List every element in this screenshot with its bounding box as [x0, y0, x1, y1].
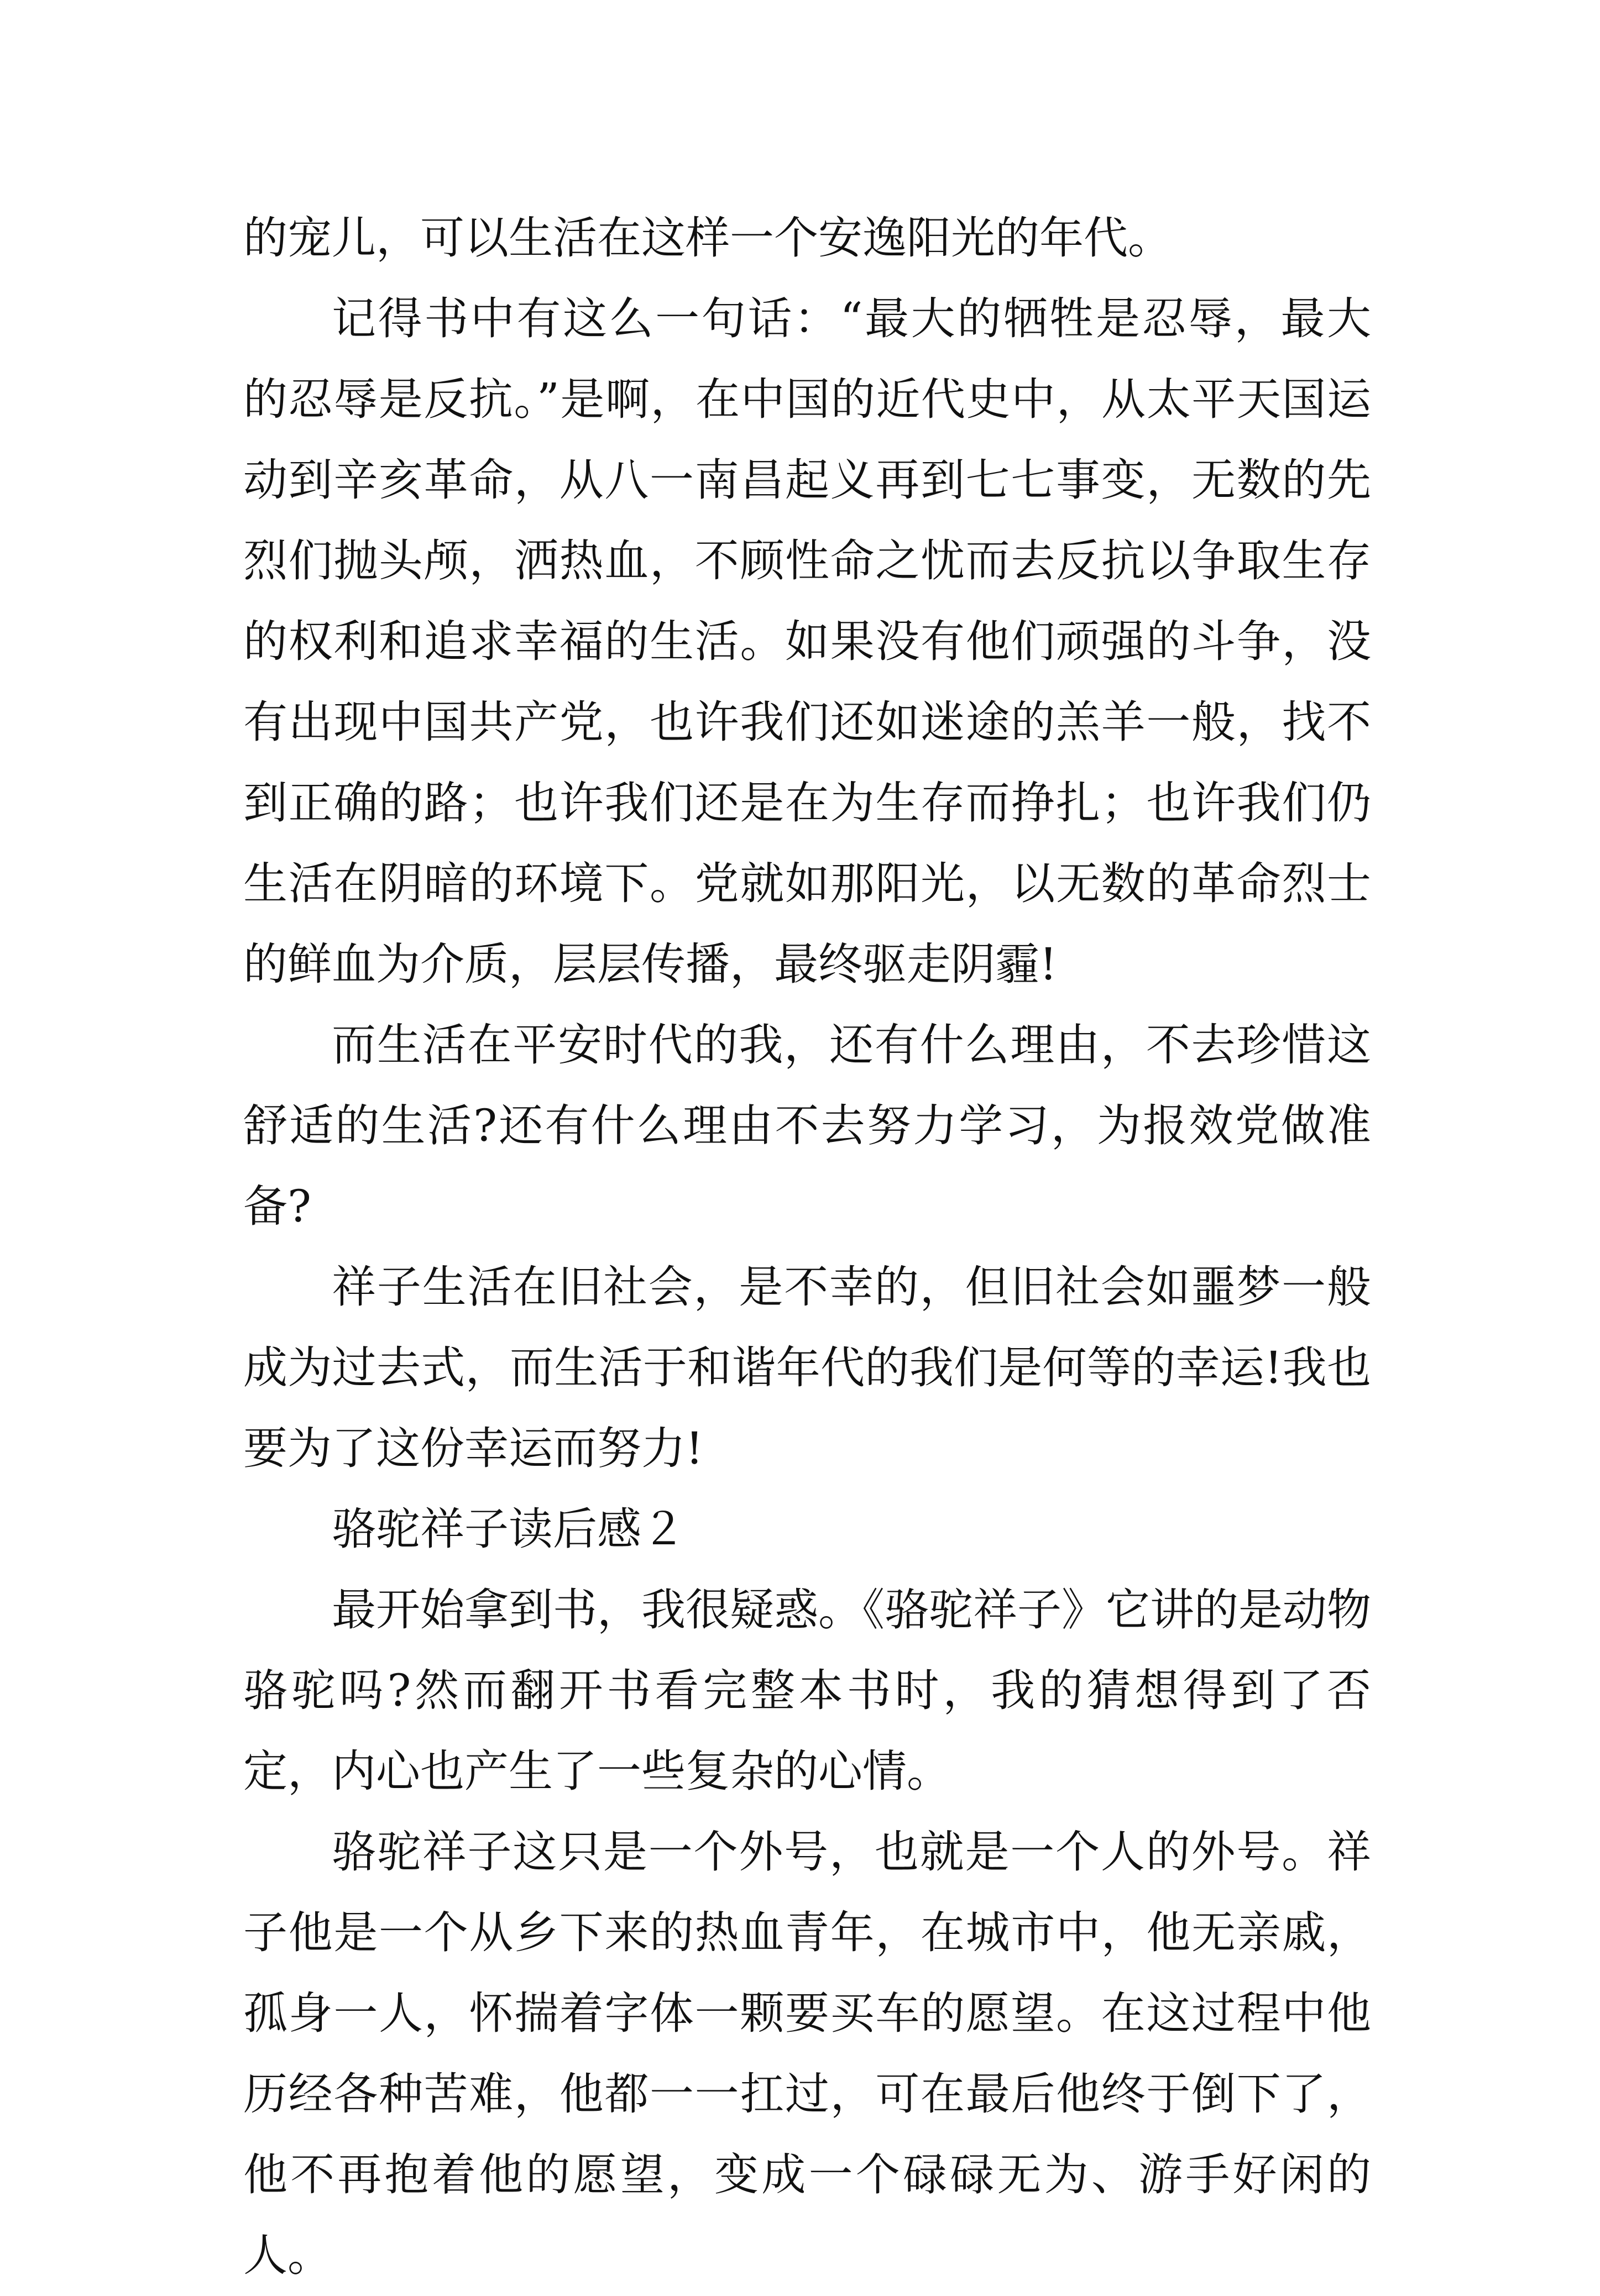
paragraph-xiangzi-old-society: 祥子生活在旧社会，是不幸的，但旧社会如噩梦一般成为过去式，而生活于和谐年代的我们是何等的幸运!我也要为了这份幸运而努力! [243, 1261, 1371, 1474]
paragraph-continuation: 的宠儿，可以生活在这样一个安逸阳光的年代。 [243, 212, 1172, 264]
paragraph-sacrifice-quote: 记得书中有这么一句话：“最大的牺牲是忍辱，最大的忍辱是反抗。”是啊，在中国的近代史中，从太平天国运动到辛亥革命，从八一南昌起义再到七七事变，无数的先烈们抛头颅，洒热血，不顾性命之忧而去反抗以争取生存的权利和追求幸福的生活。如果没有他们顽强的斗争，没有出现中国共产党，也许我们还如迷途的羔羊一般，找不到正确的路；也许我们还是在为生存而挣扎；也许我们仍生活在阴暗的环境下。党就如那阳光，以无数的革命烈士的鲜血为介质，层层传播，最终驱走阴霾! [243, 293, 1371, 990]
paragraph-nickname: 骆驼祥子这只是一个外号，也就是一个人的外号。祥子他是一个从乡下来的热血青年，在城市中，他无亲戚，孤身一人，怀揣着字体一颗要买车的愿望。在这过程中他历经各种苦难，他都一一扛过，可在最后他终于倒下了，他不再抱着他的愿望，变成一个碌碌无为、游手好闲的人。 [243, 1826, 1371, 2281]
section-heading: 骆驼祥子读后感２ [332, 1503, 686, 1555]
paragraph-first-impression: 最开始拿到书，我很疑惑。《骆驼祥子》它讲的是动物骆驼吗?然而翻开书看完整本书时，我的猜想得到了否定，内心也产生了一些复杂的心情。 [243, 1584, 1371, 1797]
document-body [243, 198, 1371, 2296]
paragraph-peaceful-era: 而生活在平安时代的我，还有什么理由，不去珍惜这舒适的生活?还有什么理由不去努力学习，为报效党做准备? [243, 1019, 1371, 1232]
